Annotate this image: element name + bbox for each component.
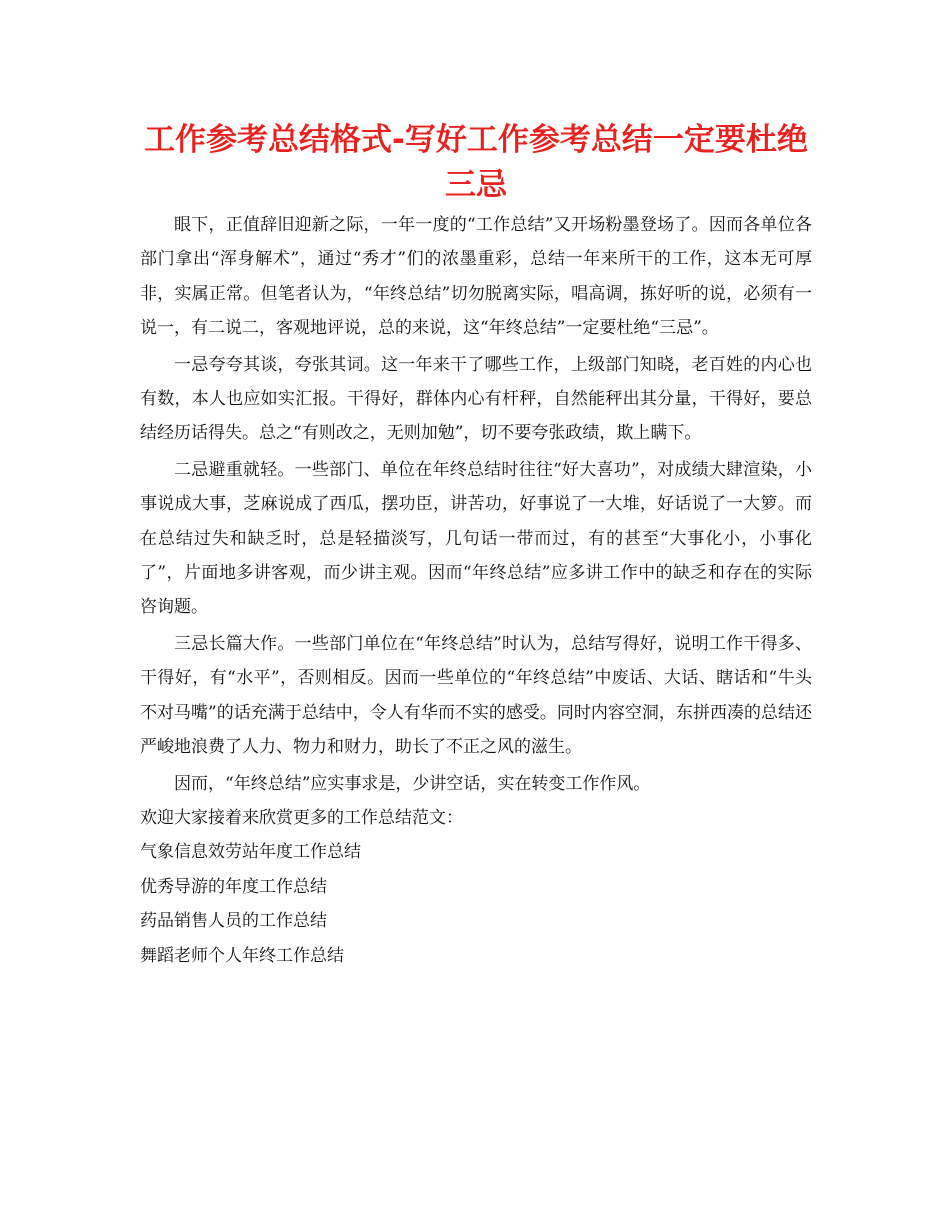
paragraph-taboo-1: 一忌夸夸其谈，夸张其词。这一年来干了哪些工作，上级部门知晓，老百姓的内心也有数，本人也应如实汇报。干得好，群体内心有杆秤，自然能秤出其分量，干得好，要总结经历话得失。总之“有则改之，无则加勉”，切不要夸张政绩，欺上瞒下。 <box>140 354 812 444</box>
paragraph-taboo-2: 二忌避重就轻。一些部门、单位在年终总结时往往“好大喜功”，对成绩大肆渲染，小事说成大事，芝麻说成了西瓜，摆功臣，讲苦功，好事说了一大堆，好话说了一大箩。而在总结过失和缺乏时，总是轻描淡写，几句话一带而过，有的甚至“大事化小，小事化了”，片面地多讲客观，而少讲主观。因而“年终总结”应多讲工作中的缺乏和存在的实际咨询题。 <box>140 459 812 618</box>
document-body <box>140 208 812 801</box>
related-article-link[interactable]: 舞蹈老师个人年终工作总结 <box>140 945 344 966</box>
title-line-2: 三忌 <box>445 167 507 203</box>
related-articles-list <box>140 835 812 973</box>
paragraph-taboo-3: 三忌长篇大作。一些部门单位在“年终总结”时认为，总结写得好，说明工作干得多、干得好，有“水平”，否则相反。因而一些单位的“年终总结”中废话、大话、瞎话和“牛头不对马嘴”的话充满于总结中，令人有华而不实的感受。同时内容空洞，东拼西凑的总结还严峻地浪费了人力、物力和财力，助长了不正之风的滋生。 <box>140 633 812 758</box>
related-article-link[interactable]: 气象信息效劳站年度工作总结 <box>140 842 361 863</box>
related-articles-intro: 欢迎大家接着来欣赏更多的工作总结范文： <box>140 807 463 828</box>
paragraph-conclusion: 因而，“年终总结”应实事求是，少讲空话，实在转变工作作风。 <box>174 773 651 794</box>
related-article-link[interactable]: 药品销售人员的工作总结 <box>140 911 327 932</box>
related-article-link[interactable]: 优秀导游的年度工作总结 <box>140 876 327 897</box>
paragraph-intro: 眼下，正值辞旧迎新之际，一年一度的“工作总结”又开场粉墨登场了。因而各单位各部门拿出“浑身解术”，通过“秀才”们的浓墨重彩，总结一年来所干的工作，这本无可厚非，实属正常。但笔者认为，“年终总结”切勿脱离实际，唱高调，拣好听的说，必须有一说一，有二说二，客观地评说，总的来说，这“年终总结”一定要杜绝“三忌”。 <box>140 215 812 339</box>
document-page <box>140 118 812 973</box>
document-title <box>140 118 812 208</box>
title-line-1: 工作参考总结格式-写好工作参考总结一定要杜绝 <box>144 122 808 158</box>
